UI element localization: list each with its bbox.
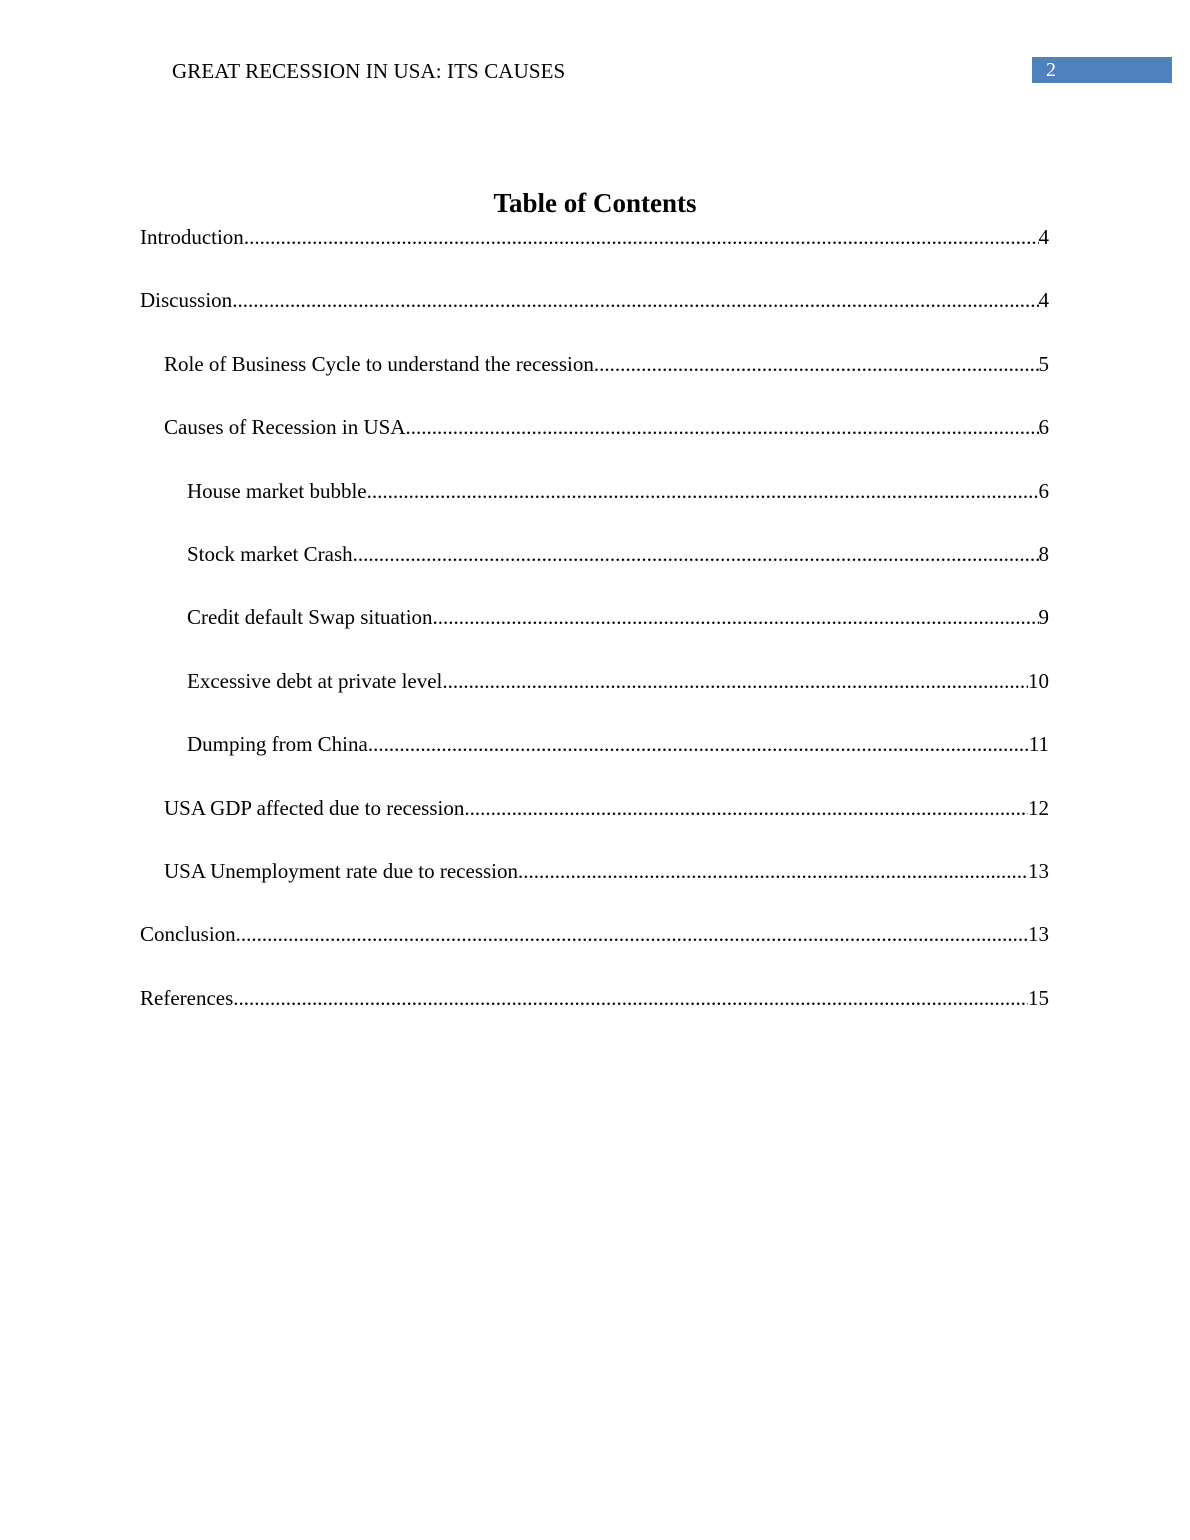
toc-entry-page: 4: [1038, 225, 1049, 249]
toc-leader-dots: [594, 350, 1039, 378]
toc-entry-page: 13: [1028, 859, 1049, 883]
toc-entry-page: 13: [1028, 922, 1049, 946]
toc-entry[interactable]: [140, 920, 1049, 948]
toc-entry[interactable]: [187, 730, 1049, 758]
page-number: 2: [1046, 59, 1056, 81]
toc-leader-dots: [442, 667, 1028, 695]
toc-entry-text: Causes of Recession in USA: [164, 415, 406, 439]
toc-entry-text: Role of Business Cycle to understand the recession: [164, 352, 594, 376]
toc-entry-text: Introduction: [140, 225, 244, 249]
toc-entry[interactable]: [140, 984, 1049, 1012]
toc-entry-page: 8: [1038, 542, 1049, 566]
toc-entry[interactable]: [187, 603, 1049, 631]
toc-entry[interactable]: [187, 477, 1049, 505]
toc-leader-dots: [236, 920, 1028, 948]
toc-leader-dots: [232, 286, 1038, 314]
toc-entry-page: 12: [1028, 796, 1049, 820]
toc-entry-text: Dumping from China: [187, 732, 368, 756]
toc-entry[interactable]: [140, 223, 1049, 251]
toc-entry-text: Discussion: [140, 288, 233, 312]
toc-entry-page: 4: [1038, 288, 1049, 312]
toc-entry-text: Excessive debt at private level: [187, 669, 443, 693]
toc-entry-page: 15: [1028, 986, 1049, 1010]
toc-leader-dots: [368, 730, 1029, 758]
toc-entry[interactable]: [187, 667, 1049, 695]
toc-entry-text: References: [140, 986, 234, 1010]
toc-entry[interactable]: [164, 857, 1049, 885]
toc-entry[interactable]: [140, 286, 1049, 314]
toc-leader-dots: [233, 984, 1028, 1012]
running-head: GREAT RECESSION IN USA: ITS CAUSES: [172, 59, 566, 83]
toc-entry-page: 5: [1038, 352, 1049, 376]
page-number-badge: [1032, 57, 1172, 83]
toc-leader-dots: [244, 223, 1039, 251]
toc-entry-page: 11: [1028, 732, 1049, 756]
toc-entry-page: 9: [1038, 605, 1049, 629]
toc-entry-text: Credit default Swap situation: [187, 605, 433, 629]
toc-entry-text: Conclusion: [140, 922, 236, 946]
toc-entry-text: House market bubble: [187, 479, 367, 503]
toc-leader-dots: [353, 540, 1039, 568]
toc-entry[interactable]: [164, 794, 1049, 822]
toc-leader-dots: [464, 794, 1028, 822]
toc-entry-text: USA GDP affected due to recession: [164, 796, 465, 820]
toc-entry-text: Stock market Crash: [187, 542, 353, 566]
toc-title: Table of Contents: [493, 188, 697, 218]
toc-entry-page: 6: [1038, 479, 1049, 503]
toc-entry-text: USA Unemployment rate due to recession: [164, 859, 519, 883]
toc-leader-dots: [518, 857, 1028, 885]
toc-leader-dots: [405, 413, 1038, 441]
toc-entry[interactable]: [187, 540, 1049, 568]
toc-entry-page: 10: [1028, 669, 1049, 693]
toc-leader-dots: [367, 477, 1039, 505]
toc-entry-page: 6: [1038, 415, 1049, 439]
toc-entry[interactable]: [164, 413, 1049, 441]
toc-leader-dots: [433, 603, 1039, 631]
toc-entry[interactable]: [164, 350, 1049, 378]
